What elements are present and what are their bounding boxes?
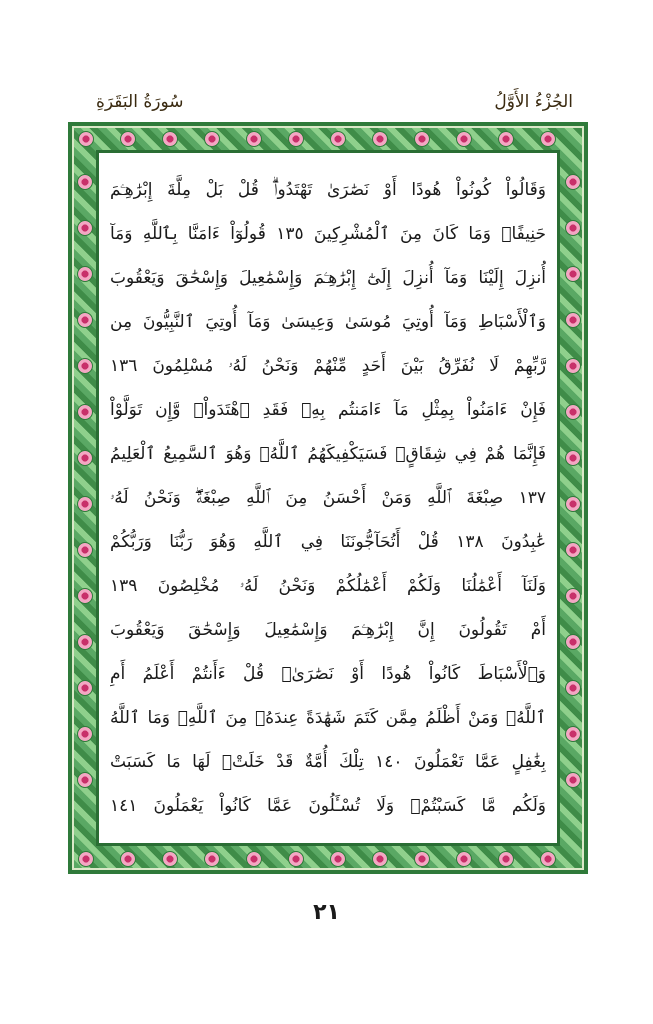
flower-ornament [78,851,94,867]
flower-ornament [565,634,581,650]
flower-ornament [456,851,472,867]
surah-title: سُورَةُ البَقَرَةِ [96,92,184,112]
flower-ornament [565,542,581,558]
flower-ornament [565,496,581,512]
verse-line: وَلَكُم مَّا كَسَبْتُمْۖ وَلَا تُسْـَٔلُونَ عَمَّا كَانُواْ يَعْمَلُونَ ١٤١ [110,796,546,816]
flower-ornament [372,851,388,867]
flower-ornament [498,131,514,147]
flower-ornament [77,266,93,282]
verse-line: حَنِيفًاۖ وَمَا كَانَ مِنَ ٱلْمُشْرِكِينَ ١٣٥ قُولُوٓاْ ءَامَنَّا بِٱللَّهِ وَمَآ [110,224,546,244]
flower-ornament [78,131,94,147]
flower-ornament [414,851,430,867]
verse-line: ١٣٧ صِبْغَةَ ٱللَّهِ وَمَنْ أَحْسَنُ مِنَ ٱللَّهِ صِبْغَةًۖ وَنَحْنُ لَهُۥ [110,488,546,508]
flower-ornament [565,220,581,236]
flower-ornament [77,404,93,420]
verse-line: وَٱلْأَسْبَاطِ وَمَآ أُوتِيَ مُوسَىٰ وَعِيسَىٰ وَمَآ أُوتِيَ ٱلنَّبِيُّونَ مِن [110,312,546,332]
verse-line: أَمْ تَقُولُونَ إِنَّ إِبْرَٰهِـۧمَ وَإِسْمَٰعِيلَ وَإِسْحَٰقَ وَيَعْقُوبَ [110,620,546,640]
verse-line: فَإِنْ ءَامَنُواْ بِمِثْلِ مَآ ءَامَنتُم بِهِۦ فَقَدِ ٱهْتَدَواْۖ وَّإِن تَوَلَّوْاْ [110,400,546,420]
verse-line: رَّبِّهِمْ لَا نُفَرِّقُ بَيْنَ أَحَدٍ مِّنْهُمْ وَنَحْنُ لَهُۥ مُسْلِمُونَ ١٣٦ [110,356,546,376]
verse-line: وَقَالُواْ كُونُواْ هُودًا أَوْ نَصَٰرَىٰ تَهْتَدُواْۗ قُلْ بَلْ مِلَّةَ إِبْرَٰهِـۧمَ [110,180,546,200]
verse-line: وَٱلْأَسْبَاطَ كَانُواْ هُودًا أَوْ نَصَٰرَىٰۗ قُلْ ءَأَنتُمْ أَعْلَمُ أَمِ [110,664,546,684]
flower-ornament [246,131,262,147]
flower-ornament [565,266,581,282]
verse-line: أُنزِلَ إِلَيْنَا وَمَآ أُنزِلَ إِلَىٰٓ إِبْرَٰهِـۧمَ وَإِسْمَٰعِيلَ وَإِسْحَٰقَ وَيَعْقُوبَ [110,268,546,288]
flower-ornament [565,404,581,420]
verse-line: وَلَنَآ أَعْمَٰلُنَا وَلَكُمْ أَعْمَٰلُكُمْ وَنَحْنُ لَهُۥ مُخْلِصُونَ ١٣٩ [110,576,546,596]
flower-ornament [565,174,581,190]
flower-ornament [120,851,136,867]
flower-ornament [204,851,220,867]
flower-ornament [77,680,93,696]
flower-ornament [77,312,93,328]
flower-ornament [330,851,346,867]
flower-ornament [498,851,514,867]
flower-ornament [565,450,581,466]
flower-ornament [77,772,93,788]
flower-ornament [77,450,93,466]
flower-ornament [565,726,581,742]
page-number: ٢١ [313,900,340,925]
flower-ornament [565,358,581,374]
flower-ornament [77,634,93,650]
flower-ornament [565,772,581,788]
flower-ornament [288,851,304,867]
flower-ornament [540,131,556,147]
flower-ornament [288,131,304,147]
flower-ornament [77,588,93,604]
flower-ornament [77,542,93,558]
verse-line: بِغَٰفِلٍ عَمَّا تَعْمَلُونَ ١٤٠ تِلْكَ أُمَّةٌ قَدْ خَلَتْۖ لَهَا مَا كَسَبَتْ [110,752,546,772]
flower-ornament [414,131,430,147]
flower-ornament [162,131,178,147]
flower-ornament [77,496,93,512]
flower-ornament [204,131,220,147]
flower-ornament [330,131,346,147]
flower-ornament [565,312,581,328]
flower-ornament [162,851,178,867]
flower-ornament [120,131,136,147]
verse-line: ٱللَّهُۗ وَمَنْ أَظْلَمُ مِمَّن كَتَمَ شَهَٰدَةً عِندَهُۥ مِنَ ٱللَّهِۗ وَمَا ٱللَّهُ [110,708,546,728]
flower-ornament [77,220,93,236]
flower-ornament [246,851,262,867]
flower-ornament [372,131,388,147]
flower-ornament [456,131,472,147]
flower-ornament [565,680,581,696]
flower-ornament [77,174,93,190]
flower-ornament [540,851,556,867]
flower-ornament [77,726,93,742]
verse-text-area [110,170,546,838]
verse-line: فَإِنَّمَا هُمْ فِي شِقَاقٍۖ فَسَيَكْفِيكَهُمُ ٱللَّهُۚ وَهُوَ ٱلسَّمِيعُ ٱلْعَلِيمُ [110,444,546,464]
juz-title: الجُزْءُ الأَوَّلُ [494,92,573,112]
flower-ornament [565,588,581,604]
verse-line: عَٰبِدُونَ ١٣٨ قُلْ أَتُحَآجُّونَنَا فِي ٱللَّهِ وَهُوَ رَبُّنَا وَرَبُّكُمْ [110,532,546,552]
flower-ornament [77,358,93,374]
